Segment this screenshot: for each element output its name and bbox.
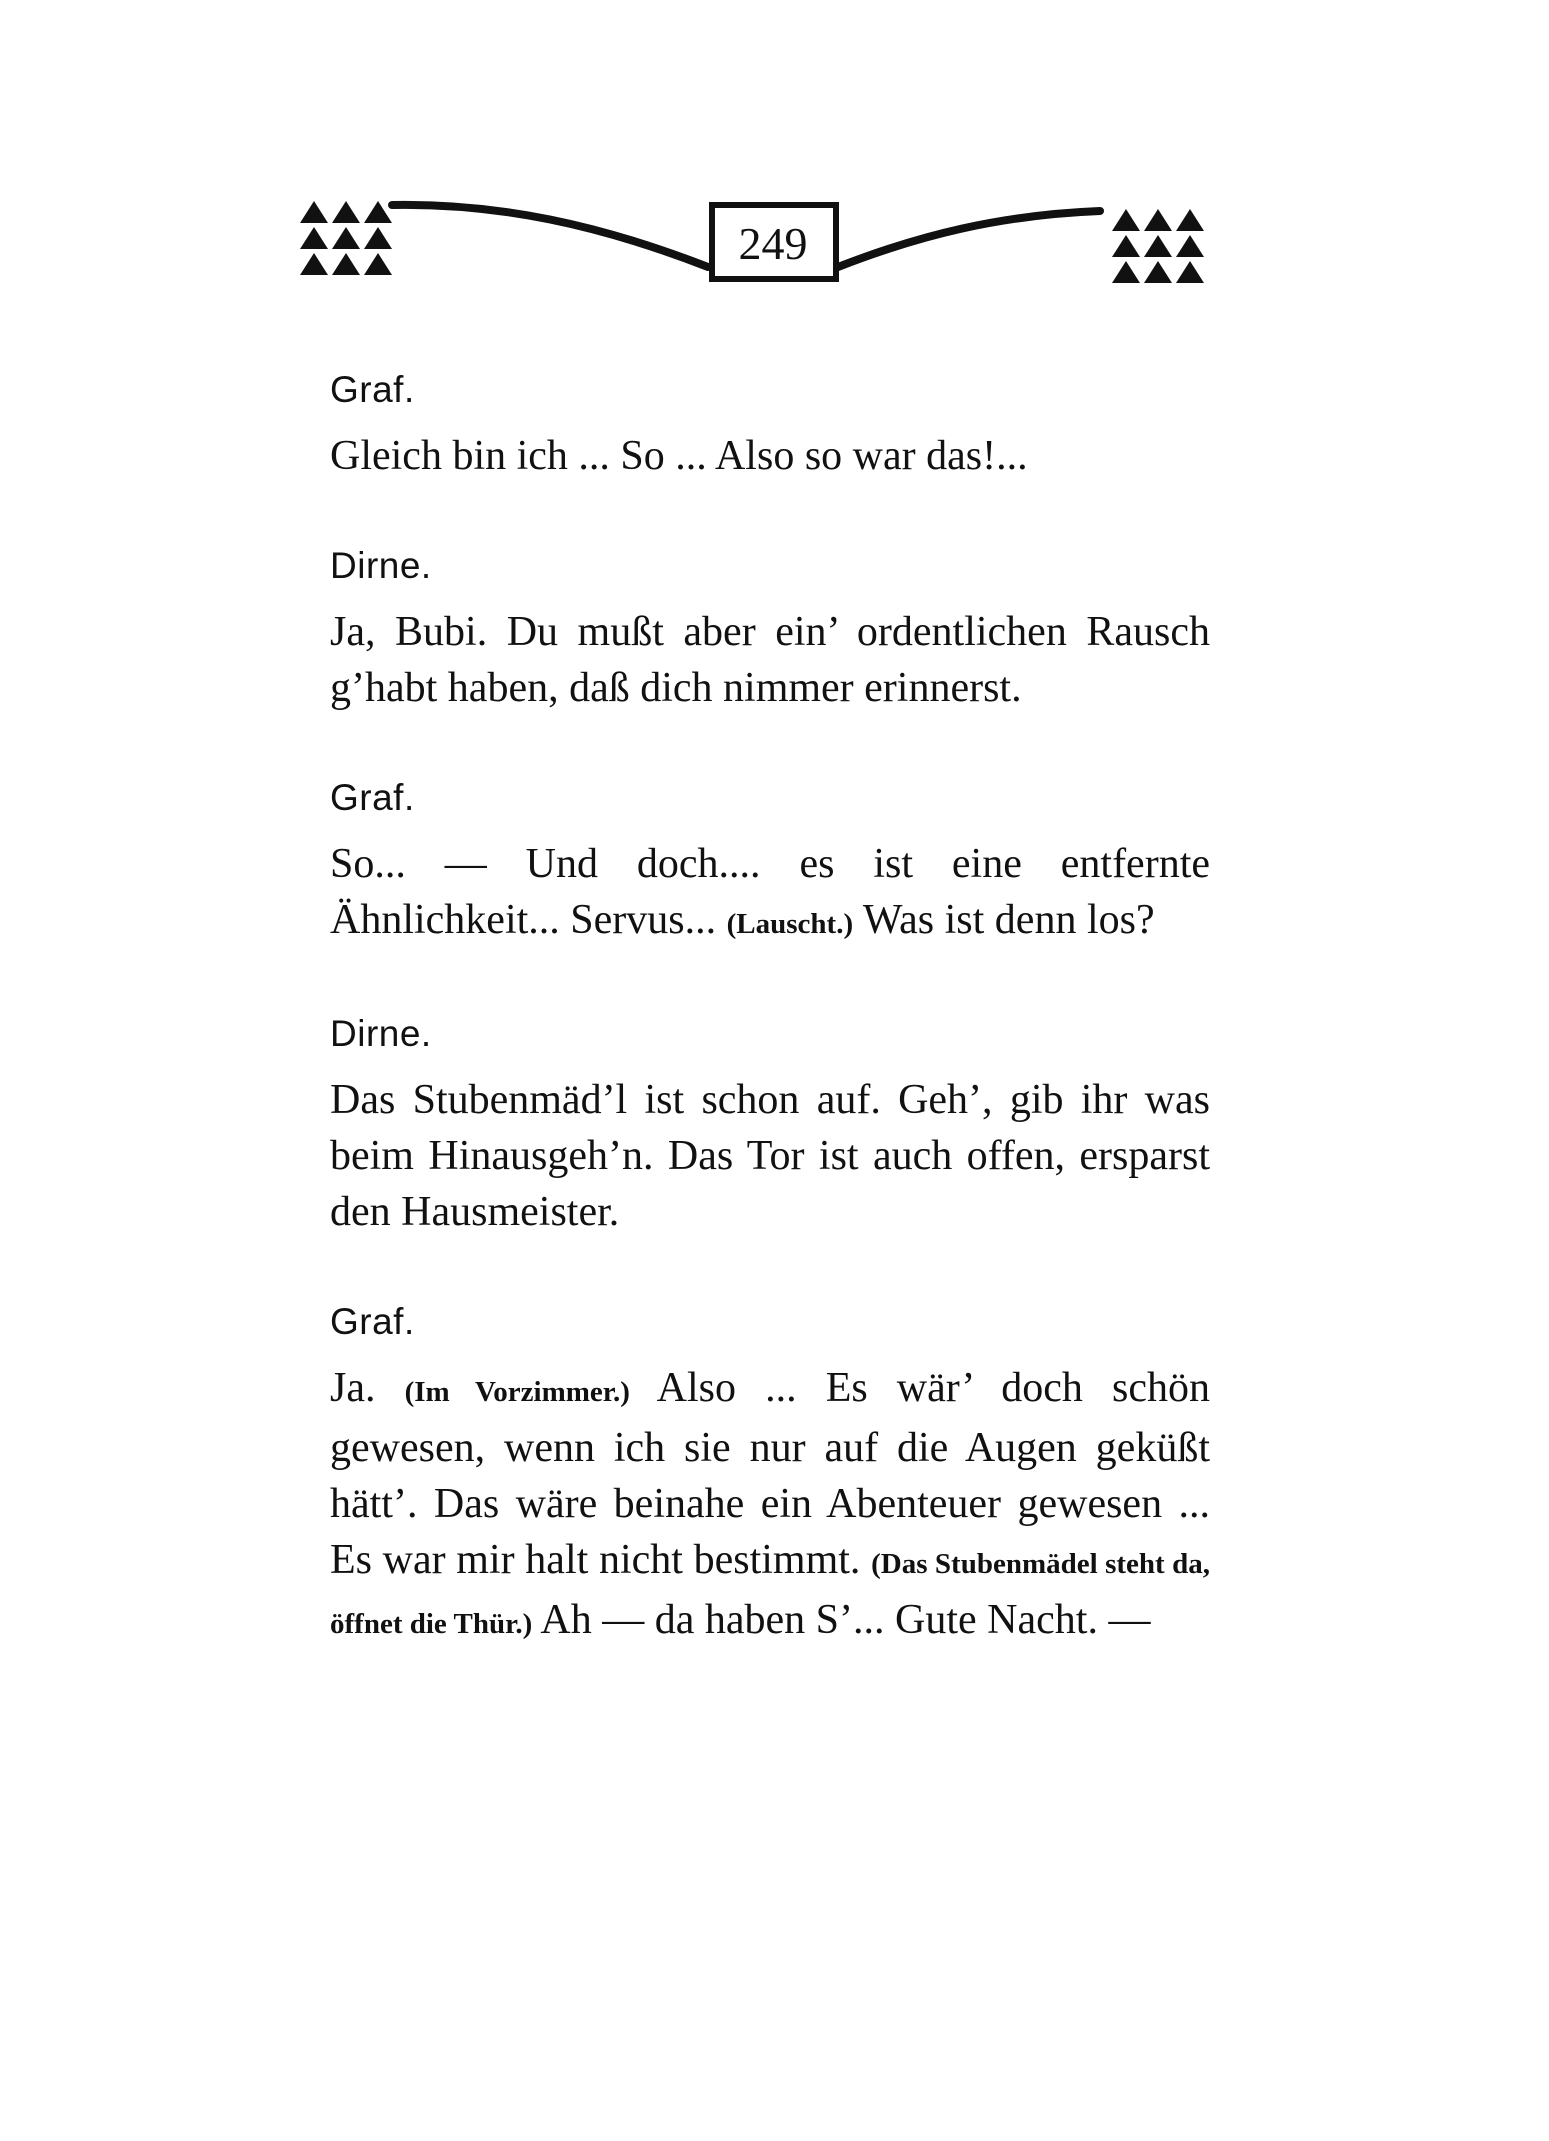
speech-segment: Gleich bin ich ... So ... Also so war das!... bbox=[330, 433, 1028, 479]
speech-segment: So... — Und doch.... es ist eine entfernte Ähnlichkeit... Servus... bbox=[330, 841, 1210, 943]
speech-segment: Das Stubenmäd’l ist schon auf. Geh’, gib ihr was beim Hinausgeh’n. Das Tor ist auch offen, ersparst den Hausmeister. bbox=[330, 1077, 1210, 1235]
speech-segment: Ja. bbox=[330, 1365, 405, 1411]
stage-direction: (Lauscht.) bbox=[726, 908, 854, 940]
page-header bbox=[300, 195, 1250, 305]
speech-segment: Also ... Es wär’ doch schön gewesen, wenn ich sie nur auf die Augen geküßt hätt’. Das wäre beinahe ein Abenteuer gewesen ... Es war mir halt nicht bestimmt. bbox=[330, 1365, 1210, 1583]
speaker-name: Dirne. bbox=[330, 1013, 432, 1054]
speech-text bbox=[330, 1072, 1210, 1240]
right-spade-ornament-icon bbox=[1112, 209, 1204, 283]
speaker-name: Dirne. bbox=[330, 545, 432, 586]
left-spade-ornament-icon bbox=[300, 201, 392, 275]
speech-text bbox=[330, 428, 1210, 484]
speaker-name: Graf. bbox=[330, 1301, 415, 1342]
speech-text bbox=[330, 836, 1210, 952]
speech-segment: Ja, Bubi. Du mußt aber ein’ ordentlichen Rausch g’habt haben, daß dich nimmer erinnerst. bbox=[330, 609, 1210, 711]
left-flourish-line bbox=[392, 205, 708, 267]
stage-direction: (Das Stubenmädel steht da, öffnet die Thür.) bbox=[330, 1548, 1210, 1640]
dialogue-text bbox=[330, 368, 1210, 1712]
speech-segment: Ah — da haben S’... Gute Nacht. — bbox=[532, 1597, 1151, 1643]
right-flourish-line bbox=[838, 211, 1100, 267]
page-number: 249 bbox=[738, 218, 808, 269]
speech-text bbox=[330, 1360, 1210, 1652]
speech-text bbox=[330, 604, 1210, 716]
speaker-name: Graf. bbox=[330, 369, 415, 410]
stage-direction: (Im Vorzimmer.) bbox=[404, 1376, 630, 1408]
speaker-name: Graf. bbox=[330, 777, 415, 818]
speech-segment: Was ist denn los? bbox=[853, 897, 1155, 943]
